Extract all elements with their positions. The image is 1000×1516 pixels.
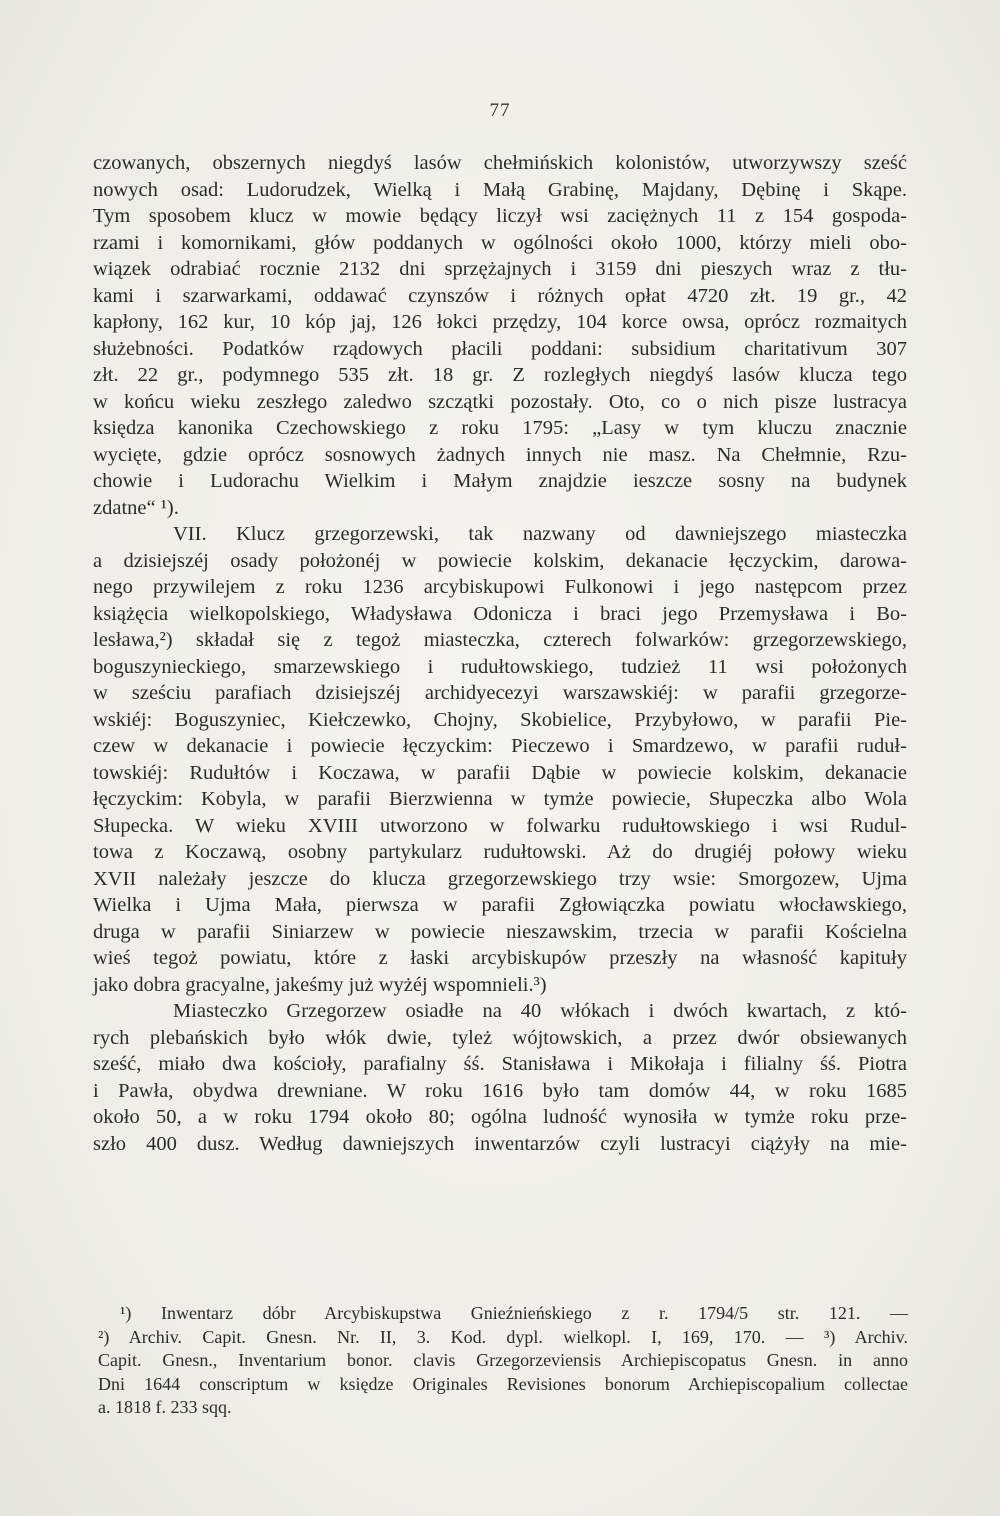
text-line: i Pawła, obydwa drewniane. W roku 1616 było tam domów 44, w roku 1685 xyxy=(93,1079,907,1102)
footnote-line: ²) Archiv. Capit. Gnesn. Nr. II, 3. Kod. dypl. wielkopl. I, 169, 170. — ³) Archiv. xyxy=(98,1326,908,1347)
text-line: wycięte, gdzie oprócz sosnowych żadnych innych nie masz. Na Chełmnie, Rzu- xyxy=(93,443,907,466)
text-line: boguszynieckiego, smarzewskiego i rudułtowskiego, tudzież 11 wsi położonych xyxy=(93,655,907,678)
text-line: wskiéj: Boguszyniec, Kiełczewko, Chojny, Skobielice, Przybyłowo, w parafii Pie- xyxy=(93,708,907,731)
text-line: złt. 22 gr., podymnego 535 złt. 18 gr. Z rozległych niegdyś lasów klucza tego xyxy=(93,364,907,386)
text-line: XVII należały jeszcze do klucza grzegorzewskiego trzy wsie: Smorgozew, Ujma xyxy=(93,867,907,890)
footnote-line: a. 1818 f. 233 sqq. xyxy=(98,1397,232,1417)
text-line: a dzisiejszéj osady położonéj w powiecie kolskim, dekanacie łęczyckim, darowa- xyxy=(93,549,907,572)
footnotes-block xyxy=(98,1302,908,1420)
footnote-line: ¹) Inwentarz dóbr Arcybiskupstwa Gnieźnieńskiego z r. 1794/5 str. 121. — xyxy=(120,1303,908,1323)
text-line: Słupecka. W wieku XVIII utworzono w folwarku rudułtowskiego i wsi Rudul- xyxy=(93,814,907,837)
text-line: sześć, miało dwa kościoły, parafialny śś. Stanisława i Mikołaja i filialny śś. Piotra xyxy=(93,1053,907,1075)
main-text-body xyxy=(93,150,907,1157)
footnote-line: Dni 1644 conscriptum w księdze Originales Revisiones bonorum Archiepiscopalium collectae xyxy=(98,1373,908,1394)
paragraph-start-line: Miasteczko Grzegorzew osiadłe na 40 włókach i dwóch kwartach, z któ- xyxy=(173,1000,907,1022)
text-line: szło 400 dusz. Według dawniejszych inwentarzów czyli lustracyi ciążyły na mie- xyxy=(93,1132,907,1155)
text-line: towskiéj: Rudułtów i Koczawa, w parafii Dąbie w powiecie kolskim, dekanacie xyxy=(93,761,907,784)
text-line: rzami i komornikami, głów poddanych w ogólności około 1000, którzy mieli obo- xyxy=(93,231,907,254)
text-line: czowanych, obszernych niegdyś lasów chełmińskich kolonistów, utworzywszy sześć xyxy=(93,152,907,174)
text-line: Wielka i Ujma Mała, pierwsza w parafii Zgłowiączka powiatu włocławskiego, xyxy=(93,894,907,916)
text-line: w końcu wieku zeszłego zaledwo szczątki pozostały. Oto, co o nich pisze lustracya xyxy=(93,390,907,413)
page-number: 77 xyxy=(489,100,511,121)
text-line: kapłony, 162 kur, 10 kóp jaj, 126 łokci przędzy, 104 korce owsa, oprócz rozmaitych xyxy=(93,311,907,333)
text-line: w sześciu parafiach dzisiejszéj archidyecezyi warszawskiéj: w parafii grzegorze- xyxy=(93,682,907,704)
text-line: chowie i Ludorachu Wielkim i Małym znajdzie ieszcze sosny na budynek xyxy=(93,470,907,492)
text-line: jako dobra gracyalne, jakeśmy już wyżéj wspomnieli.³) xyxy=(93,973,547,996)
text-line: nego przywilejem z roku 1236 arcybiskupowi Fulkonowi i jego następcom przez xyxy=(93,576,907,598)
text-line: wieś tegoż powiatu, które z łaski arcybiskupów przeszły na własność kapituły xyxy=(93,947,907,969)
text-line: łęczyckim: Kobyla, w parafii Bierzwienna w tymże powiecie, Słupeczka albo Wola xyxy=(93,788,907,810)
text-line: służebności. Podatków rządowych płacili poddani: subsidium charitativum 307 xyxy=(93,337,907,360)
text-line: około 50, a w roku 1794 około 80; ogólna ludność wynosiła w tymże roku prze- xyxy=(93,1106,907,1128)
text-line: Tym sposobem klucz w mowie będący liczył wsi zaciężnych 11 z 154 gospoda- xyxy=(93,205,907,227)
text-line: wiązek odrabiać rocznie 2132 dni sprzężajnych i 3159 dni pieszych wraz z tłu- xyxy=(93,258,907,280)
text-line: towa z Koczawą, osobny partykularz rudułtowski. Aż do drugiéj połowy wieku xyxy=(93,841,907,863)
footnote-line: Capit. Gnesn., Inventarium bonor. clavis Grzegorzeviensis Archiepiscopatus Gnesn. in anno xyxy=(98,1350,908,1370)
text-line: czew w dekanacie i powiecie łęczyckim: Pieczewo i Smardzewo, w parafii ruduł- xyxy=(93,735,907,757)
section-heading-line: VII. Klucz grzegorzewski, tak nazwany od dawniejszego miasteczka xyxy=(173,523,907,545)
text-line: rych plebańskich było włók dwie, tyleż wójtowskich, a przez dwór obsiewanych xyxy=(93,1026,907,1049)
text-line: druga w parafii Siniarzew w powiecie nieszawskim, trzecia w parafii Kościelna xyxy=(93,920,907,943)
text-line: kami i szarwarkami, oddawać czynszów i różnych opłat 4720 złt. 19 gr., 42 xyxy=(93,284,907,307)
text-line: nowych osad: Ludorudzek, Wielką i Małą Grabinę, Majdany, Dębinę i Skąpe. xyxy=(93,178,907,201)
text-line: księdza kanonika Czechowskiego z roku 1795: „Lasy w tym kluczu znacznie xyxy=(93,417,907,439)
text-line: lesława,²) składał się z tegoż miasteczka, czterech folwarków: grzegorzewskiego, xyxy=(93,629,907,651)
text-line: książęcia wielkopolskiego, Władysława Odonicza i braci jego Przemysława i Bo- xyxy=(93,602,907,625)
text-line: zdatne“ ¹). xyxy=(93,496,179,519)
